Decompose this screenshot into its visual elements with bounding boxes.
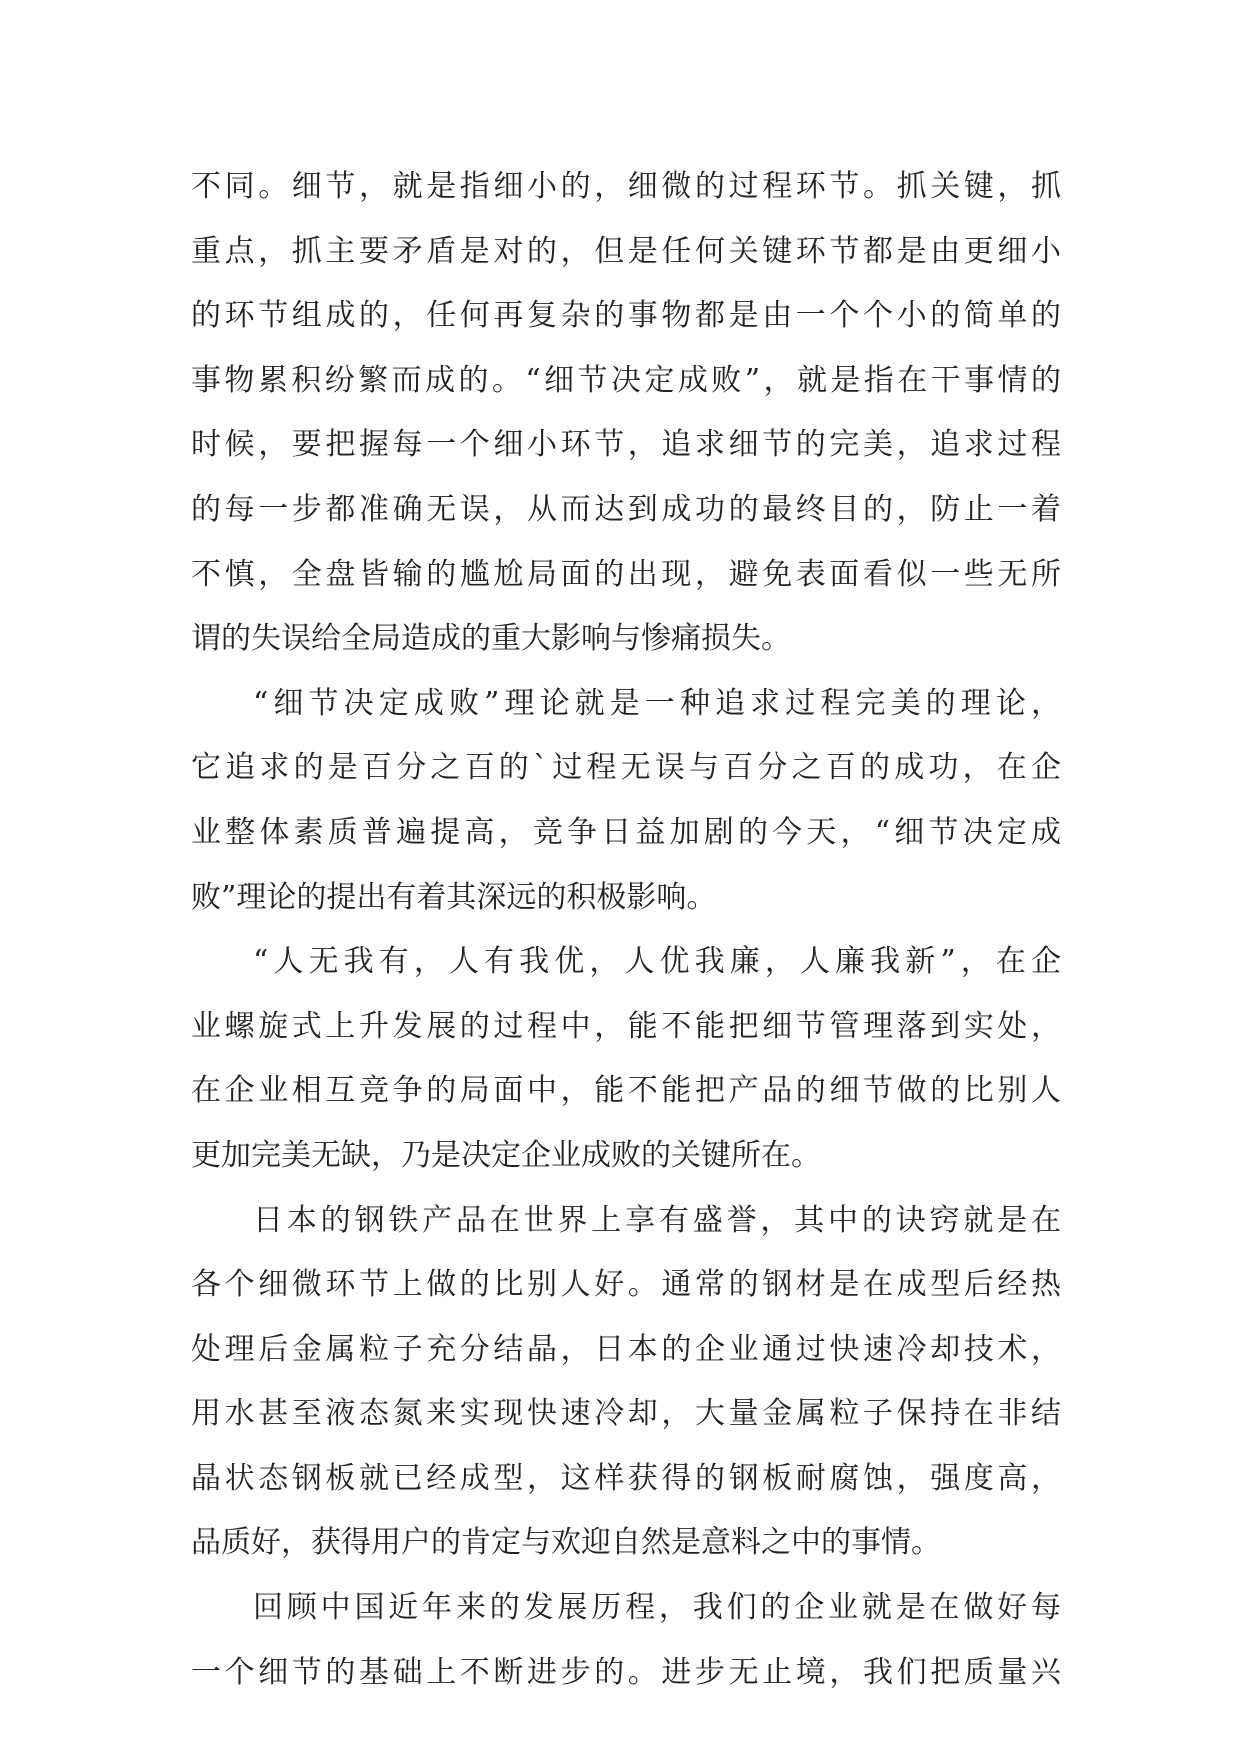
- text-line: 事物累积纷繁而成的。“细节决定成败”，就是指在干事情的: [191, 362, 1061, 398]
- text-line: 一个细节的基础上不断进步的。进步无止境，我们把质量兴: [191, 1654, 1061, 1690]
- text-line: 的每一步都准确无误，从而达到成功的最终目的，防止一着: [191, 491, 1061, 527]
- body-text: [191, 155, 1061, 1705]
- text-line: 不同。细节，就是指细小的，细微的过程环节。抓关键，抓: [191, 169, 1061, 204]
- text-line: 败”理论的提出有着其深远的积极影响。: [191, 879, 717, 915]
- text-line: 不慎，全盘皆输的尴尬局面的出现，避免表面看似一些无所: [191, 556, 1061, 592]
- text-line: 谓的失误给全局造成的重大影响与惨痛损失。: [191, 621, 791, 657]
- paragraph-first-line: “人无我有，人有我优，人优我廉，人廉我新”，在企: [253, 944, 1061, 980]
- text-line: 更加完美无缺，乃是决定企业成败的关键所在。: [191, 1137, 821, 1173]
- text-line: 各个细微环节上做的比别人好。通常的钢材是在成型后经热: [191, 1267, 1061, 1303]
- text-line: 品质好，获得用户的肯定与欢迎自然是意料之中的事情。: [191, 1525, 941, 1561]
- text-line: 晶状态钢板就已经成型，这样获得的钢板耐腐蚀，强度高，: [191, 1460, 1061, 1496]
- text-line: 业螺旋式上升发展的过程中，能不能把细节管理落到实处，: [191, 1008, 1061, 1044]
- paragraph-first-line: 日本的钢铁产品在世界上享有盛誉，其中的诀窍就是在: [253, 1202, 1061, 1238]
- text-line: 它追求的是百分之百的`过程无误与百分之百的成功，在企: [191, 750, 1061, 786]
- text-line: 重点，抓主要矛盾是对的，但是任何关键环节都是由更细小: [191, 233, 1061, 269]
- paragraph-first-line: 回顾中国近年来的发展历程，我们的企业就是在做好每: [253, 1590, 1061, 1626]
- text-line: 处理后金属粒子充分结晶，日本的企业通过快速冷却技术，: [191, 1331, 1061, 1367]
- text-line: 时候，要把握每一个细小环节，追求细节的完美，追求过程: [191, 427, 1061, 463]
- text-line: 业整体素质普遍提高，竞争日益加剧的今天，“细节决定成: [191, 814, 1061, 850]
- text-line: 用水甚至液态氮来实现快速冷却，大量金属粒子保持在非结: [191, 1396, 1061, 1432]
- paragraph-first-line: “细节决定成败”理论就是一种追求过程完美的理论，: [253, 685, 1061, 721]
- text-line: 在企业相互竞争的局面中，能不能把产品的细节做的比别人: [191, 1073, 1061, 1109]
- text-line: 的环节组成的，任何再复杂的事物都是由一个个小的简单的: [191, 298, 1061, 334]
